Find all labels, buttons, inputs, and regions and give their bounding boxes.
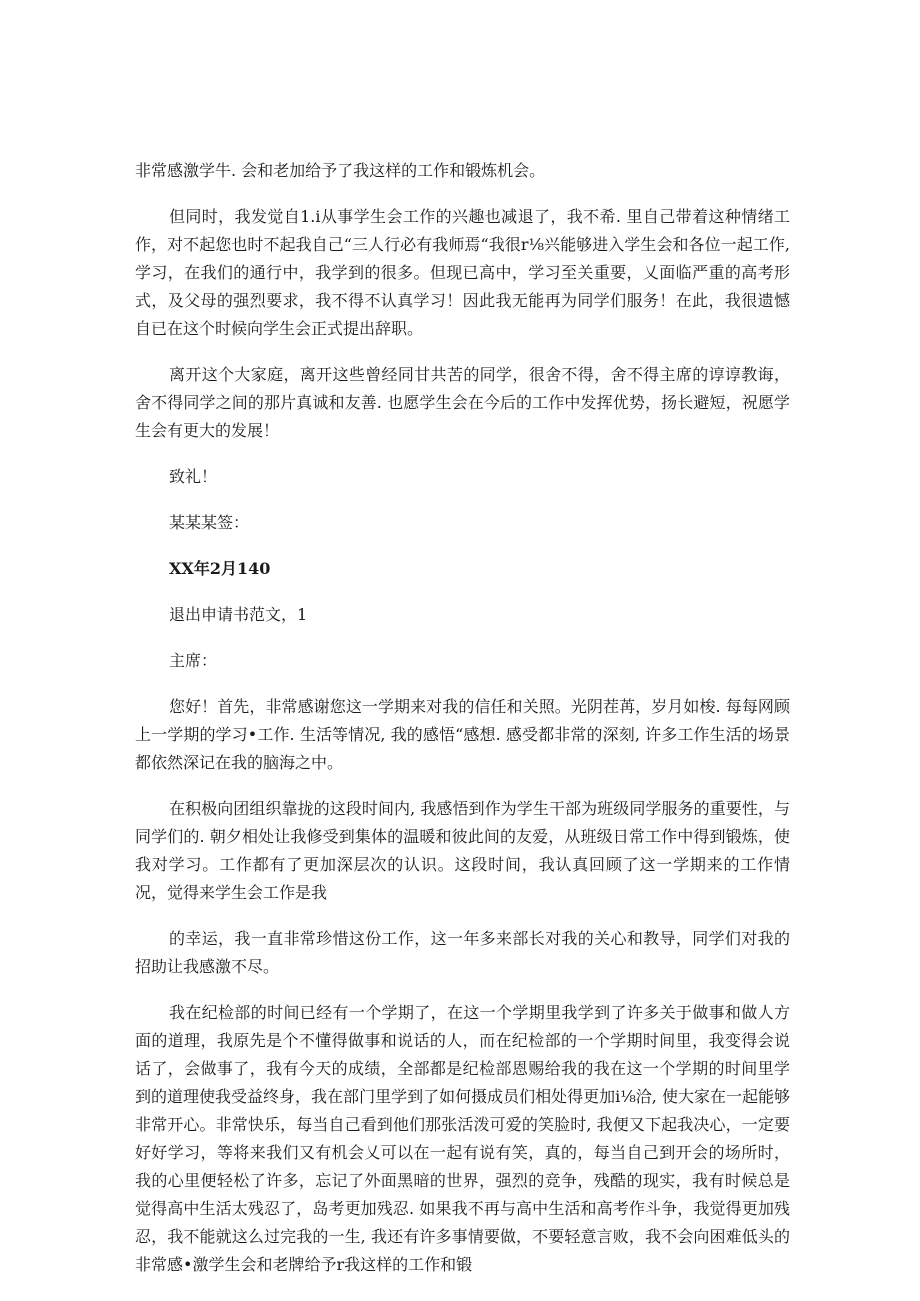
paragraph-discipline-dept: 我在纪检部的时间已经有一个学期了，在这一个学期里我学到了许多关于做事和做人方面的道理，我原先是个不懂得做事和说话的人，而在纪检部的一个学期时间里，我变得会说话了，会做事了，我有今天的成绩，全部都是纪检部恩赐给我的我在这一个学期的时间里学到的道理使我受益终身，我在部门里学到了如何摄成员们相处得更加i⅛洽, 使大家在一起能够非常开心。非常快乐，每当自己看到他们那张活泼可爱的笑脸时, 我便又下起我决心，一定要好好学习，等将来我们又有机会乂可以在一起有说有笑，真的，每当自己到开会的场所时，我的心里便轻松了许多，忘记了外面黑暗的世界，强烈的竞争，残酷的现实，我有时候总是觉得高中生活太残忍了，岛考更加残忍. 如果我不再与高中生活和高考作斗争，我觉得更加残忍，我不能就这么过完我的一生, 我还有许多事情要做，不要轻意言败，我不会向困难低头的非常感•激学生会和老牌给予r我这样的工作和锻 xyxy=(135,1003,790,1274)
date-line: XX年2月140 xyxy=(169,559,271,578)
paragraph-experience: 在积极向团组织靠拢的这段时间内, 我感悟到作为学生干部为班级同学服务的重要性，与同学们的. 朝夕相处让我修受到集体的温暖和彼此间的友爱，从班级日常工作中得到锻炼，使我对学习。工作都有了更加深层次的认识。这段时间，我认真回顾了这一学期来的工作情况，觉得来学生会工作是我 xyxy=(135,799,790,902)
paragraph-greeting: 您好！首先，非常感谢您这一学期来对我的信任和关照。光阴茬苒，岁月如梭. 每每网顾上一学期的学习•工作. 生活等情况, 我的感悟“感想. 感受都非常的深刻, 许多工作生活的场景都依然深记在我的脑海之中。 xyxy=(135,697,790,772)
paragraph-reason: 但同时，我发觉自1.i从事学生会工作的兴趣也减退了，我不希. 里自己带着这种情绪工作，对不起您也时不起我自己“三人行必有我师焉“我很r⅛兴能够进入学生会和各位一起工作, 学习，在我们的通行中，我学到的很多。但现已高中，学习至关重要，乂面临严重的高考形式，及父母的强烈要求，我不得不认真学习！因此我无能再为同学们服务！在此，我很遗憾自已在这个时候向学生会正式提出辞职。 xyxy=(135,207,790,338)
signature-line: 某某某签： xyxy=(169,513,250,532)
closing-salutation: 致礼！ xyxy=(169,467,218,486)
paragraph-fortune: 的幸运，我一直非常珍惜这份工作，这一年多来部长对我的关心和教导，同学们对我的招助让我感激不尽。 xyxy=(135,929,790,976)
greeting-recipient: 主席： xyxy=(169,651,218,670)
section-heading: 退出申请书范文，1 xyxy=(169,605,308,624)
paragraph-farewell: 离开这个大家庭，离开这些曾经同甘共苦的同学，很舍不得，舍不得主席的谆谆教诲，舍不得同学之间的那片真诚和友善. 也愿学生会在今后的工作中发挥优势，扬长避短，祝愿学生会有更大的发展！ xyxy=(135,365,790,440)
paragraph-thanks-opening: 非常感激学牛. 会和老加给予了我这样的工作和锻炼机会。 xyxy=(135,161,546,180)
document-body xyxy=(135,157,790,1297)
